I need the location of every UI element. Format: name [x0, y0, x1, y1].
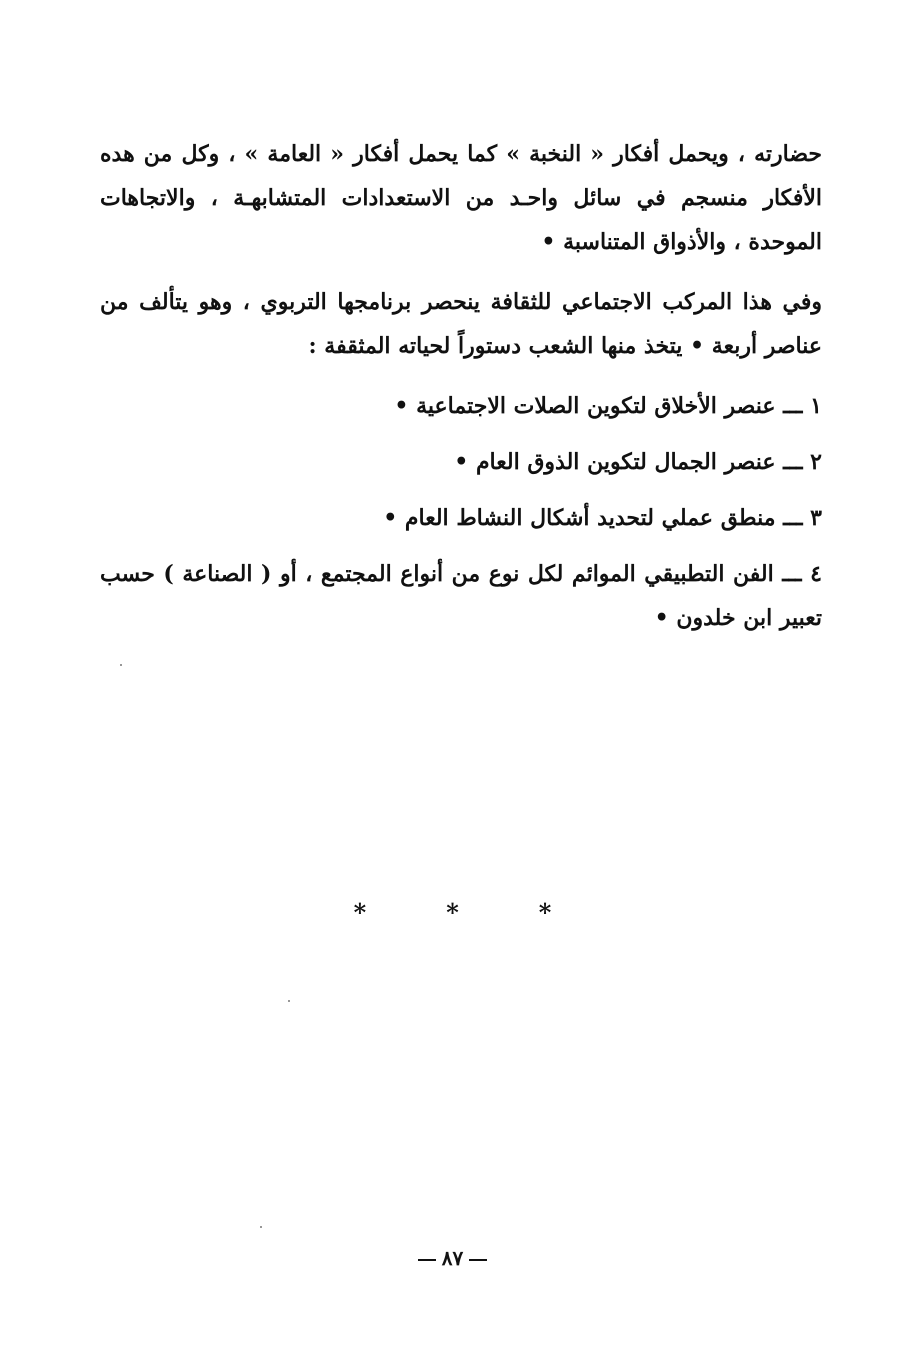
scan-speck	[288, 1000, 290, 1002]
paragraph-1-text: حضارته ، ويحمل أفكار « النخبة » كما يحمل أفكار « العامة » ، وكل من هده الأفكار منسجم في سائل واحـد من الاستعدادات المتشابهـة ، والاتجاهات الموحدة ، والأذواق المتناسبة •	[100, 141, 822, 255]
section-separator	[0, 898, 905, 927]
list-item-text: ٢ ـــ عنصر الجمال لتكوين الذوق العام •	[454, 449, 822, 475]
list-item	[100, 440, 822, 484]
paragraph-1	[100, 132, 822, 264]
scan-speck	[120, 664, 122, 666]
list-item-text: ٣ ـــ منطق عملي لتحديد أشكال النشاط العام •	[383, 505, 822, 531]
left-dash	[469, 1259, 487, 1261]
list-item	[100, 384, 822, 428]
separator-asterisk: *	[446, 898, 499, 927]
paragraph-2-text: وفي هذا المركب الاجتماعي للثقافة ينحصر برنامجها التربوي ، وهو يتألف من عناصر أربعة • يتخذ منها الشعب دستوراً لحياته المثقفة :	[100, 289, 822, 359]
scan-speck	[260, 1226, 262, 1228]
list-item-text: ٤ ـــ الفن التطبيقي الموائم لكل نوع من أنواع المجتمع ، أو ( الصناعة ) حسب تعبير ابن خلدون •	[100, 561, 822, 631]
list-item-text: ١ ـــ عنصر الأخلاق لتكوين الصلات الاجتماعية •	[394, 393, 822, 419]
paragraph-2	[100, 280, 822, 368]
list-item	[100, 496, 822, 540]
separator-asterisk: *	[538, 898, 592, 927]
page-number-footer	[0, 1240, 905, 1276]
page-number: ٨٧	[441, 1246, 464, 1270]
list-item	[100, 552, 822, 640]
right-dash	[418, 1259, 436, 1261]
separator-asterisk: *	[353, 898, 407, 927]
